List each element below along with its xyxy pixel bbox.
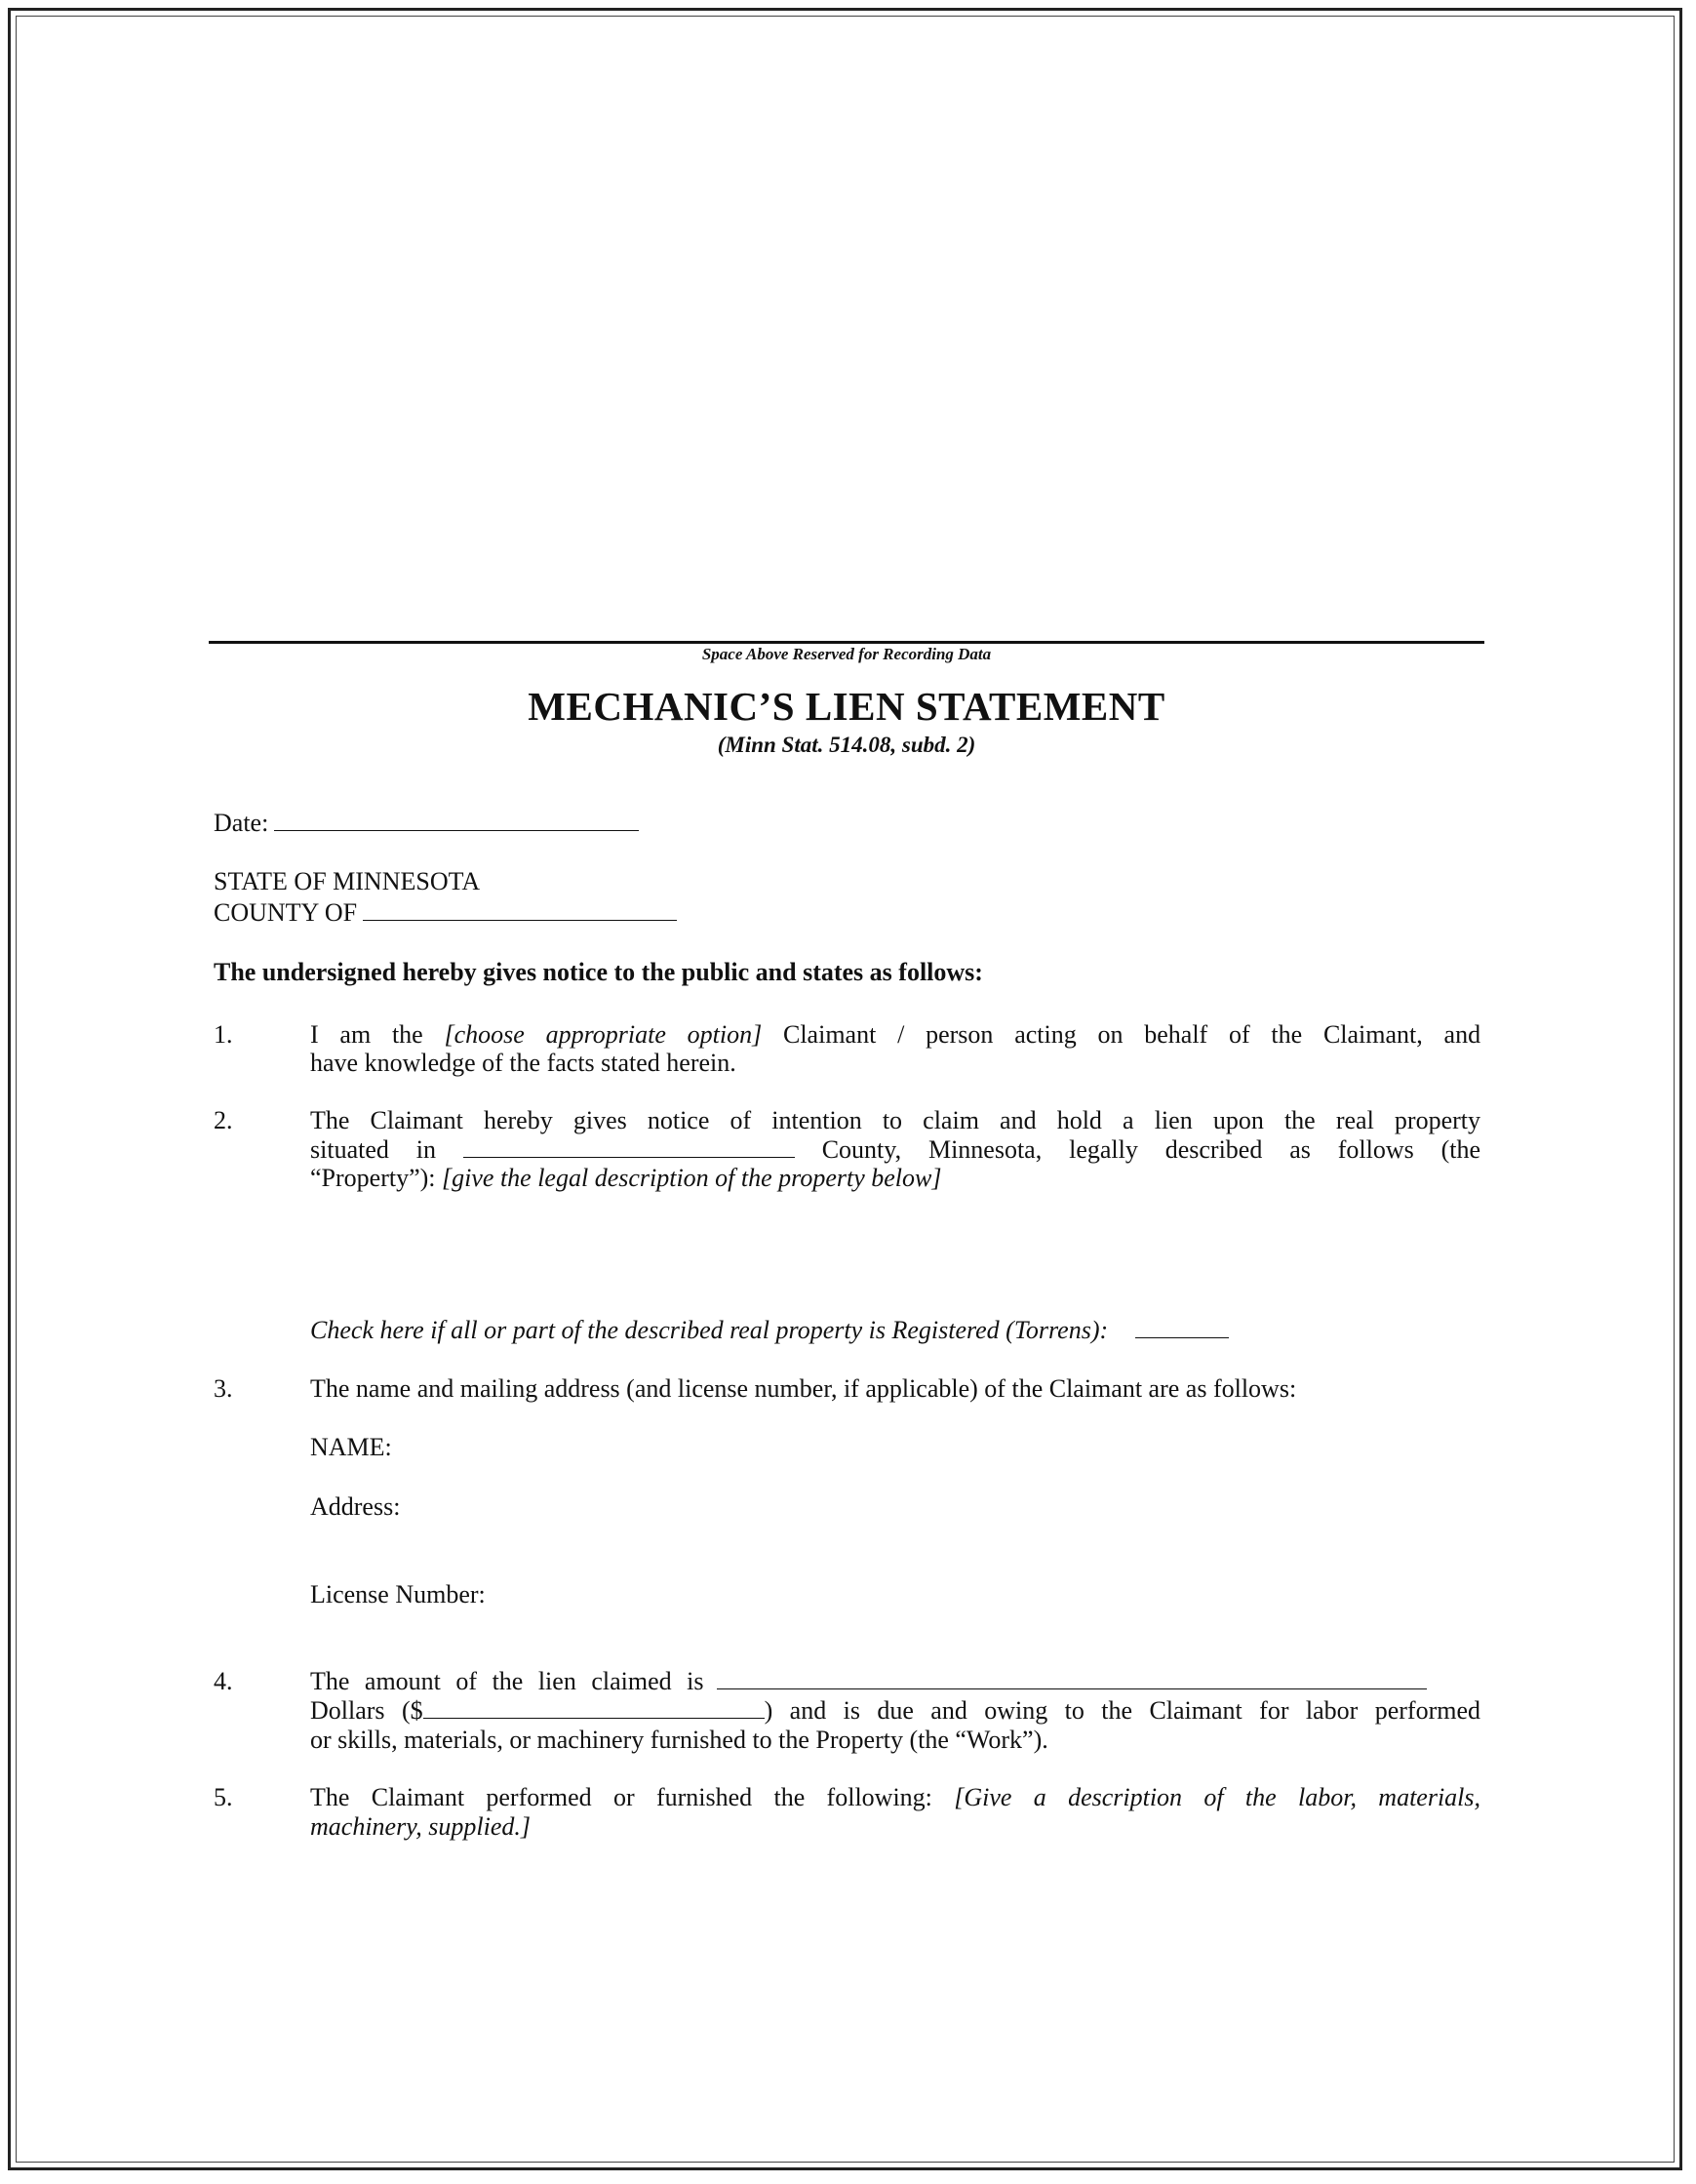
torrens-row bbox=[310, 1316, 1229, 1345]
state-line: STATE OF MINNESOTA bbox=[214, 867, 481, 895]
recording-space-rule bbox=[209, 641, 1484, 644]
item-2-text-a: situated in bbox=[310, 1135, 436, 1164]
item-1-line-1 bbox=[310, 1020, 1480, 1050]
statute-citation: (Minn Stat. 514.08, subd. 2) bbox=[717, 733, 976, 757]
item-2-line-1: The Claimant hereby gives notice of intention to claim and hold a lien upon the real property bbox=[310, 1106, 1480, 1134]
date-row bbox=[214, 809, 639, 838]
county-label: COUNTY OF bbox=[214, 898, 358, 927]
item-1-slash: / bbox=[897, 1020, 905, 1049]
torrens-check-field[interactable] bbox=[1135, 1316, 1229, 1338]
property-county-field[interactable] bbox=[463, 1135, 795, 1158]
item-2-number: 2. bbox=[214, 1106, 233, 1134]
item-1-agent-option[interactable]: person acting on behalf of the Claimant, and bbox=[926, 1020, 1481, 1049]
lien-amount-words-field[interactable] bbox=[717, 1667, 1427, 1689]
item-2-text-c: “Property”): bbox=[310, 1164, 436, 1192]
item-3-line-1: The name and mailing address (and license number, if applicable) of the Claimant are as follows: bbox=[310, 1374, 1297, 1403]
item-5-text-a: The Claimant performed or furnished the following: bbox=[310, 1783, 932, 1811]
item-4-text-b: Dollars ($ bbox=[310, 1696, 423, 1725]
item-1-number: 1. bbox=[214, 1020, 233, 1049]
intro-statement: The undersigned hereby gives notice to the public and states as follows: bbox=[214, 958, 983, 986]
item-4-number: 4. bbox=[214, 1667, 233, 1695]
lien-amount-dollars-field[interactable] bbox=[423, 1696, 765, 1719]
county-row bbox=[214, 898, 677, 928]
claimant-address-label: Address: bbox=[310, 1492, 401, 1521]
item-2-description-hint: [give the legal description of the property below] bbox=[442, 1164, 942, 1192]
county-field[interactable] bbox=[363, 898, 677, 921]
item-2-line-2 bbox=[310, 1135, 1480, 1165]
item-4-text-c: ) and is due and owing to the Claimant for labor performed bbox=[764, 1696, 1480, 1725]
item-1-line-2: have knowledge of the facts stated herein. bbox=[310, 1049, 736, 1077]
item-3-number: 3. bbox=[214, 1374, 233, 1403]
recording-space-note: Space Above Reserved for Recording Data bbox=[701, 645, 992, 663]
item-5-number: 5. bbox=[214, 1783, 233, 1811]
item-2-line-3 bbox=[310, 1164, 1480, 1193]
date-field[interactable] bbox=[274, 809, 639, 831]
item-4-line-2 bbox=[310, 1696, 1480, 1726]
item-5-line-2: machinery, supplied.] bbox=[310, 1812, 532, 1841]
item-5-line-1 bbox=[310, 1783, 1480, 1812]
item-1-text-a: I am the bbox=[310, 1020, 423, 1049]
document-title: MECHANIC’S LIEN STATEMENT bbox=[528, 684, 1165, 729]
torrens-label: Check here if all or part of the described real property is Registered (Torrens): bbox=[310, 1316, 1109, 1344]
item-1-claimant-option[interactable]: Claimant bbox=[782, 1020, 877, 1049]
item-4-text-a: The amount of the lien claimed is bbox=[310, 1667, 704, 1695]
date-label: Date: bbox=[214, 809, 269, 837]
item-5-description-hint: [Give a description of the labor, materials, bbox=[954, 1783, 1481, 1811]
item-1-option-hint: [choose appropriate option] bbox=[444, 1020, 763, 1049]
claimant-name-label: NAME: bbox=[310, 1433, 392, 1461]
claimant-license-label: License Number: bbox=[310, 1580, 486, 1608]
item-4-line-3: or skills, materials, or machinery furnished to the Property (the “Work”). bbox=[310, 1726, 1048, 1754]
item-4-line-1 bbox=[310, 1667, 1480, 1696]
item-2-text-b: County, Minnesota, legally described as follows (the bbox=[821, 1135, 1481, 1164]
